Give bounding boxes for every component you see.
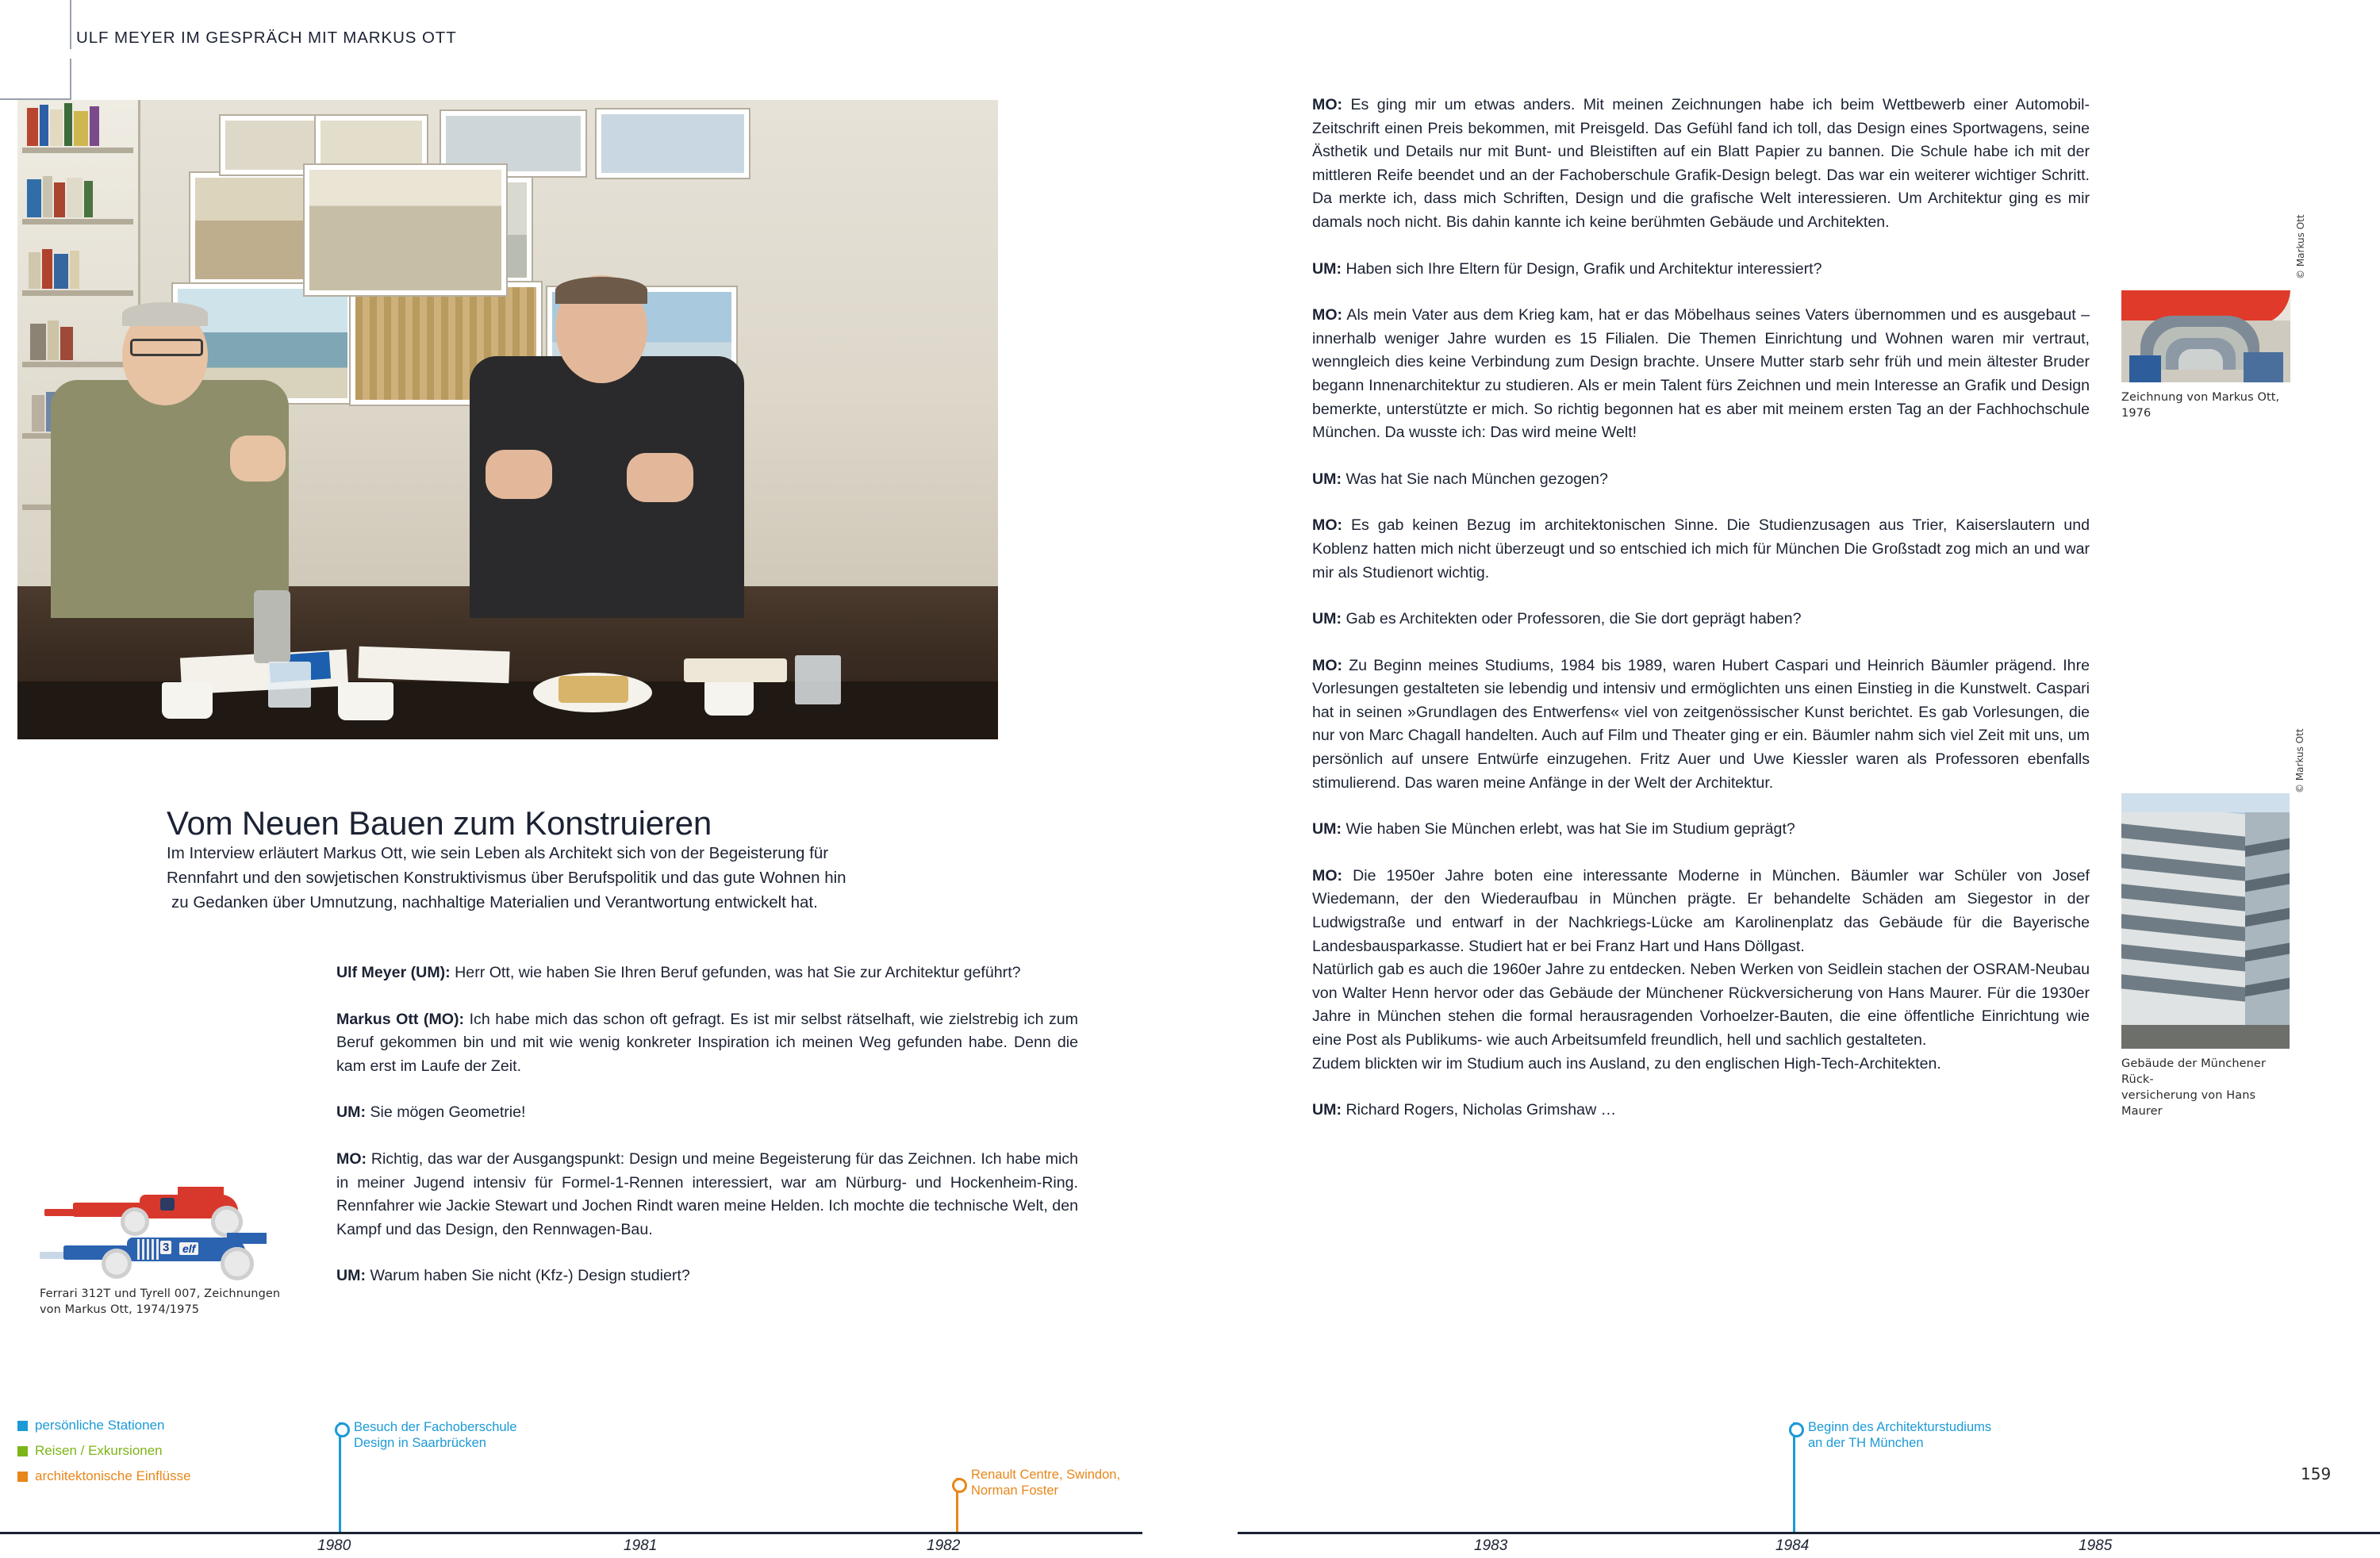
body-column-right bbox=[1312, 94, 2090, 1122]
speaker-label: UM: bbox=[336, 1267, 366, 1285]
speaker-label: UM: bbox=[1312, 259, 1342, 278]
qa-paragraph bbox=[1312, 865, 2090, 958]
tyrell-007-drawing bbox=[40, 1231, 270, 1277]
legend-swatch-travel bbox=[17, 1446, 28, 1456]
timeline-stem bbox=[1793, 1422, 1795, 1532]
timeline-tick-1980: 1980 bbox=[317, 1537, 351, 1554]
speaker-label: Markus Ott (MO): bbox=[336, 1010, 465, 1028]
ferrari-312t-drawing bbox=[44, 1190, 251, 1233]
timeline-tick-1985: 1985 bbox=[2079, 1537, 2113, 1554]
figure-sketch-1976 bbox=[2121, 214, 2306, 421]
legend-item bbox=[17, 1443, 191, 1459]
paragraph-text: Sie mögen Geometrie! bbox=[366, 1103, 526, 1122]
qa-paragraph: Natürlich gab es auch die 1960er Jahre zu entdecken. Neben Werken von Seidlein stachen der OSRAM-Neubau von Walter Henn hervor oder das Gebäude der Münchener Rückversicherung von Hans Maurer. Für die 1930er Jahre in München stehen die formal herausragenden Vorhoelzer-Bauten, die eine öffentliche Einrichtung wie eine Post als Publikums- wie auch Arbeitsumfeld freundlich, hell und sachlich gestalteten. bbox=[1312, 961, 2090, 1049]
qa-paragraph bbox=[1312, 94, 2090, 235]
timeline-tick-1981: 1981 bbox=[624, 1537, 658, 1554]
qa-paragraph bbox=[1312, 608, 2090, 631]
paragraph-text: Herr Ott, wie haben Sie Ihren Beruf gefunden, was hat Sie zur Architektur geführt? bbox=[450, 964, 1021, 981]
legend-label: persönliche Stationen bbox=[35, 1418, 165, 1433]
photo-papers bbox=[358, 647, 509, 684]
event-line-2: Norman Foster bbox=[971, 1483, 1059, 1498]
building-photograph bbox=[2121, 793, 2290, 1049]
timeline-dot-icon bbox=[1789, 1422, 1804, 1437]
timeline-event-label bbox=[971, 1467, 1120, 1499]
body-column-left bbox=[336, 961, 1078, 1288]
legend-swatch-architecture bbox=[17, 1472, 28, 1482]
paragraph-text: Warum haben Sie nicht (Kfz-) Design studiert? bbox=[366, 1267, 690, 1285]
timeline-event-label bbox=[354, 1419, 516, 1451]
photo-glass bbox=[795, 655, 841, 704]
paragraph-text: Gab es Architekten oder Professoren, die Sie dort geprägt haben? bbox=[1342, 610, 1802, 628]
legend-label: Reisen / Exkursionen bbox=[35, 1443, 163, 1458]
event-line-2: an der TH München bbox=[1808, 1436, 1924, 1450]
paragraph-text: Es ging mir um etwas anders. Mit meinen Zeichnungen habe ich beim Wettbewerb einer Automobil-Zeitschrift einen Preis bekommen, mit Preisgeld. Das Gefühl fand ich toll, das Design eines Sportwagens, seine Ästhetik und Details nur mit Bunt- und Bleistiften auf ein Blatt Papier zu bannen. Die Schule habe ich mit der mittleren Reife beendet und an der Fachoberschule Grafik-Design belegt. Das war ein weiterer wichtiger Schritt. Da merkte ich, dass mich Schriften, Design und die grafische Welt interessieren. Um Architektur ging es mir damals noch nicht. Bis dahin kannte ich keine berühmten Gebäude und Architekten. bbox=[1312, 96, 2090, 231]
caption-line-2: versicherung von Hans Maurer bbox=[2121, 1089, 2256, 1118]
speaker-label: MO: bbox=[1312, 516, 1343, 535]
speaker-label: MO: bbox=[336, 1149, 367, 1168]
qa-paragraph bbox=[336, 1008, 1078, 1079]
qa-paragraph bbox=[1312, 468, 2090, 492]
standfirst-line-1: Im Interview erläutert Markus Ott, wie sein Leben als Architekt sich von der Begeisterung für bbox=[167, 844, 829, 862]
figure-building-photo bbox=[2121, 728, 2305, 1119]
speaker-label: MO: bbox=[1312, 656, 1343, 674]
legend-item bbox=[17, 1468, 191, 1484]
page-title: Vom Neuen Bauen zum Konstruieren bbox=[167, 804, 712, 842]
event-line-1: Renault Centre, Swindon, bbox=[971, 1468, 1121, 1482]
paragraph-text: Was hat Sie nach München gezogen? bbox=[1342, 470, 1608, 488]
image-credit: © Markus Ott bbox=[2294, 728, 2305, 793]
f1-illustration bbox=[40, 1190, 278, 1279]
sketch-illustration bbox=[2121, 279, 2290, 382]
qa-paragraph bbox=[336, 1148, 1078, 1241]
interview-photograph bbox=[17, 100, 998, 739]
paragraph-text: Als mein Vater aus dem Krieg kam, hat er das Möbelhaus seines Vaters übernommen und es ausgebaut – innerhalb weniger Jahre wurden es 15 Filialen. Die Themen Einrichtung und Wohnen waren mir vertraut, wenngleich dies keine Verbindung zum Design brachte. Unsere Mutter starb sehr früh und mein ältester Bruder begann Innenarchitektur zu studieren. Als er mein Talent fürs Zeichnen und mein Interesse an Grafik und Design bemerkte, unterstützte er mich. So richtig begonnen hat es aber mit meinem ersten Tag an der Fachhochschule München. Da wusste ich: Das wird meine Welt! bbox=[1312, 306, 2090, 442]
speaker-label: MO: bbox=[1312, 96, 1343, 113]
photo-person-right bbox=[462, 245, 747, 618]
qa-paragraph bbox=[1312, 818, 2090, 842]
figure-caption bbox=[40, 1286, 286, 1318]
event-line-2: Design in Saarbrücken bbox=[354, 1436, 486, 1450]
timeline-axis-gutter bbox=[1142, 1532, 1238, 1534]
qa-paragraph bbox=[336, 1264, 1078, 1288]
timeline-stem bbox=[339, 1422, 341, 1532]
photo-cup bbox=[704, 681, 754, 716]
caption-line-1: Gebäude der Münchener Rück- bbox=[2121, 1057, 2267, 1086]
speaker-label: UM: bbox=[1312, 820, 1342, 838]
qa-paragraph bbox=[1312, 1099, 2090, 1122]
sponsor-logo: elf bbox=[179, 1242, 198, 1255]
paragraph-text: Richard Rogers, Nicholas Grimshaw … bbox=[1342, 1101, 1617, 1119]
qa-paragraph bbox=[336, 1101, 1078, 1125]
qa-paragraph bbox=[1312, 654, 2090, 796]
timeline-tick-1982: 1982 bbox=[927, 1537, 961, 1554]
photo-thermos bbox=[254, 590, 290, 663]
qa-paragraph: Zudem blickten wir im Studium auch ins Ausland, zu den englischen High-Tech-Architekten. bbox=[1312, 1054, 1941, 1073]
photo-papers bbox=[684, 658, 787, 682]
corner-rule-top bbox=[70, 0, 71, 49]
timeline-tick-1983: 1983 bbox=[1474, 1537, 1508, 1554]
legend-swatch-personal bbox=[17, 1421, 28, 1431]
photo-glass bbox=[268, 662, 311, 708]
legend-label: architektonische Einflüsse bbox=[35, 1468, 191, 1483]
timeline-dot-icon bbox=[335, 1422, 350, 1437]
paragraph-text: Es gab keinen Bezug im architektonischen Sinne. Die Studienzusagen aus Trier, Kaiserslautern und Koblenz hatten mich nicht überzeugt und so entschied ich mich für München Die Großstadt zog mich an und war mir als Studienort wichtig. bbox=[1312, 516, 2090, 581]
photo-cup bbox=[338, 682, 393, 720]
paragraph-text: Zu Beginn meines Studiums, 1984 bis 1989, waren Hubert Caspari und Heinrich Bäumler prägend. Ihre Vorlesungen gestalteten sie lebendig und intensiv und ermöglichten uns einen Einstieg in die Kunstwelt. Caspari hat in seinen »Grundlagen des Entwerfens« viel von zeitgenössischer Kunst berichtet. Es gab Vorlesungen, die nur von Marc Chagall handelten. Auch auf Film und Theater ging er ein. Bäumler nahm sich viel Zeit mit uns, um persönlich auf unsere Entwürfe einzugehen. Fritz Auer und Uwe Kiessler waren als Professoren ebenfalls stimulierend. Das waren meine Anfänge in der Welt der Architektur. bbox=[1312, 656, 2090, 792]
standfirst bbox=[167, 841, 1031, 915]
paragraph-text: Richtig, das war der Ausgangspunkt: Design und meine Begeisterung für das Zeichnen. Ich habe mich in meiner Jugend intensiv für Formel-1-Rennen interessiert, war am Nürburg- und Hockenheim-Ring. Rennfahrer wie Jackie Stewart und Jochen Rindt waren meine Helden. Ich mochte die technische Welt, den Kampf und das Design, den Rennwagen-Bau. bbox=[336, 1149, 1078, 1238]
event-line-1: Beginn des Architekturstudiums bbox=[1808, 1420, 1992, 1434]
figure-caption: Zeichnung von Markus Ott, 1976 bbox=[2121, 391, 2280, 420]
paragraph-text: Wie haben Sie München erlebt, was hat Sie im Studium geprägt? bbox=[1342, 820, 1795, 838]
speaker-label: Ulf Meyer (UM): bbox=[336, 964, 451, 981]
speaker-label: MO: bbox=[1312, 866, 1343, 885]
standfirst-line-3: zu Gedanken über Umnutzung, nachhaltige Materialien und Verantwortung entwickelt hat. bbox=[171, 893, 818, 911]
qa-paragraph bbox=[1312, 304, 2090, 445]
paragraph-text: Die 1950er Jahre boten eine interessante Moderne in München. Bäumler war Schüler von Josef Wiedemann, der den Wiederaufbau in München prägte. Er behandelte Schäden am Siegestor in der Ludwigstraße und entwarf in der Nachkriegs-Lücke am Karolinenplatz das Gebäude für die Bayerische Landesbausparkasse. Studiert hat er bei Franz Hart und Hans Döllgast. bbox=[1312, 866, 2090, 955]
photo-pastry bbox=[559, 676, 628, 703]
speaker-label: MO: bbox=[1312, 306, 1343, 324]
speaker-label: UM: bbox=[1312, 1101, 1342, 1119]
page-number: 159 bbox=[2301, 1464, 2332, 1483]
paragraph-text: Haben sich Ihre Eltern für Design, Grafik und Architektur interessiert? bbox=[1342, 259, 1822, 278]
photo-wall-frame bbox=[597, 109, 749, 178]
figure-f1-drawings bbox=[40, 1190, 286, 1318]
speaker-label: UM: bbox=[1312, 610, 1342, 628]
timeline-tick-1984: 1984 bbox=[1775, 1537, 1810, 1554]
qa-paragraph bbox=[1312, 514, 2090, 585]
car-number-badge: 3 bbox=[160, 1241, 171, 1254]
speaker-label: UM: bbox=[336, 1103, 366, 1122]
timeline-dot-icon bbox=[952, 1478, 967, 1493]
qa-paragraph bbox=[336, 961, 1078, 985]
caption-line-2: von Markus Ott, 1974/1975 bbox=[40, 1303, 200, 1316]
corner-rule-bottom bbox=[70, 59, 71, 100]
timeline-legend bbox=[17, 1418, 191, 1494]
timeline-event-label bbox=[1808, 1419, 1991, 1451]
photo-cup bbox=[162, 682, 213, 719]
photo-person-left bbox=[46, 285, 300, 618]
speaker-label: UM: bbox=[1312, 470, 1342, 488]
figure-caption bbox=[2121, 1056, 2290, 1119]
legend-item bbox=[17, 1418, 191, 1433]
caption-line-1: Ferrari 312T und Tyrell 007, Zeichnungen bbox=[40, 1287, 281, 1300]
event-line-1: Besuch der Fachoberschule bbox=[354, 1420, 517, 1434]
image-credit: © Markus Ott bbox=[2295, 214, 2306, 279]
paragraph-text: Ich habe mich das schon oft gefragt. Es ist mir selbst rätselhaft, wie zielstrebig ich zum Beruf gekommen bin und mit wie wenig konkreter Inspiration ich meinen Weg gefunden habe. Denn die kam erst im Laufe der Zeit. bbox=[336, 1010, 1079, 1075]
standfirst-line-2: Rennfahrt und den sowjetischen Konstruktivismus über Berufspolitik und das gute Wohnen hin bbox=[167, 869, 846, 887]
running-head: ULF MEYER IM GESPRÄCH MIT MARKUS OTT bbox=[76, 29, 457, 47]
qa-paragraph bbox=[1312, 258, 2090, 282]
